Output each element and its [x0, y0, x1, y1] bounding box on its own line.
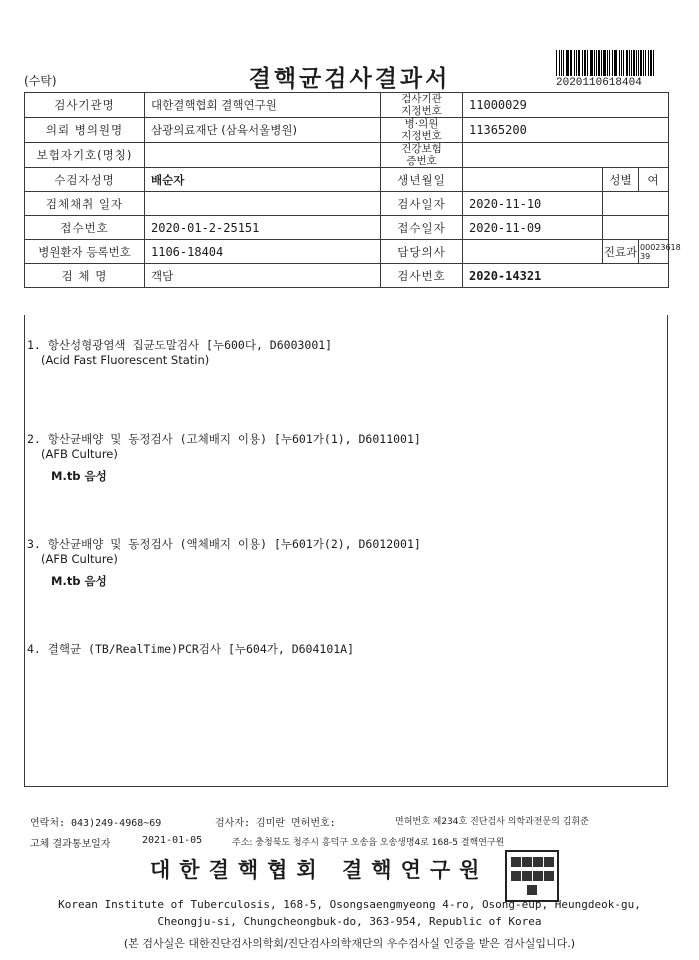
barcode-bar: [574, 50, 575, 76]
copy-mark: (수탁): [24, 74, 57, 88]
barcode-bar: [638, 50, 639, 76]
result-item-3-subtitle: (AFB Culture): [41, 552, 118, 566]
barcode-bar: [603, 50, 605, 76]
table-row: [25, 118, 669, 143]
result-item-3-title: 3. 항산균배양 및 동정검사 (액체배지 이용) [누601가(2), D6012001]: [27, 537, 421, 551]
official-seal-icon: [505, 850, 559, 902]
table-row: [25, 143, 669, 168]
results-section: [24, 315, 668, 787]
barcode-bar: [650, 50, 652, 76]
result-item-2-subtitle: (AFB Culture): [41, 447, 118, 461]
footer-examiner: 검사자: 김미란 면허번호:: [215, 818, 336, 829]
barcode-bar: [621, 50, 622, 76]
barcode-bar: [591, 50, 592, 76]
barcode-bar: [636, 50, 637, 76]
barcode-bar: [576, 50, 577, 76]
barcode-bar: [612, 50, 613, 76]
table-row: [25, 264, 669, 288]
barcode-bar: [578, 50, 579, 76]
result-item-3-value: M.tb 음성: [51, 574, 107, 588]
label-test-number: 검사번호: [381, 264, 463, 288]
barcode-bar: [629, 50, 630, 76]
result-item-1-subtitle: (Acid Fast Fluorescent Statin): [41, 353, 210, 367]
barcode-bar: [633, 50, 634, 76]
barcode-bar: [601, 50, 602, 76]
barcode-bar: [648, 50, 649, 76]
barcode-bar: [609, 50, 610, 76]
barcode-bar: [614, 50, 615, 76]
label-test-date: 검사일자: [381, 192, 463, 216]
barcode-bar: [584, 50, 586, 76]
label-institution: 검사기관명: [25, 93, 145, 118]
barcode-bar: [643, 50, 644, 76]
label-sex: 성별: [603, 168, 639, 192]
result-item-4-title: 4. 결핵균 (TB/RealTime)PCR검사 [누604가, D604101A]: [27, 642, 355, 656]
value-test-number: 2020-14321: [463, 264, 669, 288]
barcode-bar: [582, 50, 583, 76]
label-hospital: 의뢰 병의원명: [25, 118, 145, 143]
value-insurance-number: [463, 143, 669, 168]
value-department: 00023618 39: [639, 240, 669, 264]
barcode-bar: [615, 50, 616, 76]
table-row: [25, 240, 669, 264]
value-birthdate: [463, 168, 603, 192]
barcode-bar: [640, 50, 641, 76]
value-doctor: [463, 240, 603, 264]
label-patient-reg-number: 병원환자 등록번호: [25, 240, 145, 264]
barcode-bar: [563, 50, 564, 76]
empty-cell: [603, 216, 669, 240]
label-receipt-number: 접수번호: [25, 216, 145, 240]
label-institution-code: 검사기관 지정번호: [381, 93, 463, 118]
value-test-date: 2020-11-10: [463, 192, 603, 216]
barcode-number: 2020110618404: [556, 77, 642, 89]
footer-contact: 연락처: 043)249-4968~69: [30, 818, 162, 829]
barcode-block: [556, 50, 656, 89]
value-collection-date: [145, 192, 381, 216]
table-row: [25, 168, 669, 192]
barcode-icon: [556, 50, 656, 76]
barcode-bar: [561, 50, 562, 76]
result-item-2-title: 2. 항산균배양 및 동정검사 (고체배지 이용) [누601가(1), D6011001]: [27, 432, 421, 446]
value-receipt-number: 2020-01-2-25151: [145, 216, 381, 240]
table-row: [25, 216, 669, 240]
organization-name: 대한결핵협회 결핵연구원: [150, 857, 489, 882]
barcode-bar: [626, 50, 628, 76]
barcode-bar: [607, 50, 608, 76]
barcode-bar: [653, 50, 654, 76]
patient-info-table: [24, 92, 681, 288]
english-address-line-1: Korean Institute of Tuberculosis, 168-5, Osongsaengmyeong 4-ro, Osong-eup, Heungdeok-gu,: [58, 898, 641, 911]
label-doctor: 담당의사: [381, 240, 463, 264]
barcode-bar: [570, 50, 571, 76]
value-receipt-date: 2020-11-09: [463, 216, 603, 240]
empty-cell: [603, 192, 669, 216]
barcode-bar: [596, 50, 597, 76]
barcode-bar: [594, 50, 595, 76]
result-item-2-value: M.tb 음성: [51, 469, 107, 483]
footer-report-date-label: 고체 결과통보일자: [30, 839, 111, 850]
value-specimen: 객담: [145, 264, 381, 288]
label-department: 진료과: [603, 240, 639, 264]
table-row: [25, 93, 669, 118]
result-item-1-title: 1. 항산성형광염색 집균도말검사 [누600다, D6003001]: [27, 338, 333, 352]
value-sex: 여: [639, 168, 669, 192]
label-specimen: 검 체 명: [25, 264, 145, 288]
certification-note: (본 검사실은 대한진단검사의학회/진단검사의학재단의 우수검사실 인증을 받은 검사실입니다.): [123, 937, 576, 950]
barcode-bar: [571, 50, 572, 76]
barcode-bar: [619, 50, 620, 76]
barcode-bar: [587, 50, 588, 76]
value-institution: 대한결핵협회 결핵연구원: [145, 93, 381, 118]
value-insurer: [145, 143, 381, 168]
label-patient-name: 수검자성명: [25, 168, 145, 192]
label-insurance-number: 건강보험 증번호: [381, 143, 463, 168]
footer-address: 주소: 충청북도 청주시 흥덕구 오송읍 오송생명4로 168-5 결핵연구원: [232, 838, 505, 848]
barcode-bar: [590, 50, 591, 76]
barcode-bar: [566, 50, 568, 76]
label-insurer: 보험자기호(명칭): [25, 143, 145, 168]
barcode-bar: [598, 50, 599, 76]
label-collection-date: 검체채취 일자: [25, 192, 145, 216]
label-birthdate: 생년월일: [381, 168, 463, 192]
barcode-bar: [559, 50, 560, 76]
value-patient-reg-number: 1106-18404: [145, 240, 381, 264]
value-institution-code: 11000029: [463, 93, 669, 118]
value-patient-name: 배순자: [145, 168, 381, 192]
label-receipt-date: 접수일자: [381, 216, 463, 240]
english-address-line-2: Cheongju-si, Chungcheongbuk-do, 363-954, Republic of Korea: [157, 915, 542, 928]
label-hospital-code: 병·의원 지정번호: [381, 118, 463, 143]
table-row: [25, 192, 669, 216]
barcode-bar: [631, 50, 632, 76]
value-hospital-code: 11365200: [463, 118, 669, 143]
barcode-bar: [645, 50, 646, 76]
value-hospital: 삼광의료재단 (삼육서울병원): [145, 118, 381, 143]
barcode-bar: [623, 50, 624, 76]
footer-report-date: 2021-01-05: [142, 835, 203, 846]
barcode-bar: [556, 50, 557, 76]
document-title: 결핵균검사결과서: [248, 65, 451, 92]
footer-license-note: 면허번호 제234호 진단검사 의학과전문의 김휘준: [395, 817, 589, 827]
